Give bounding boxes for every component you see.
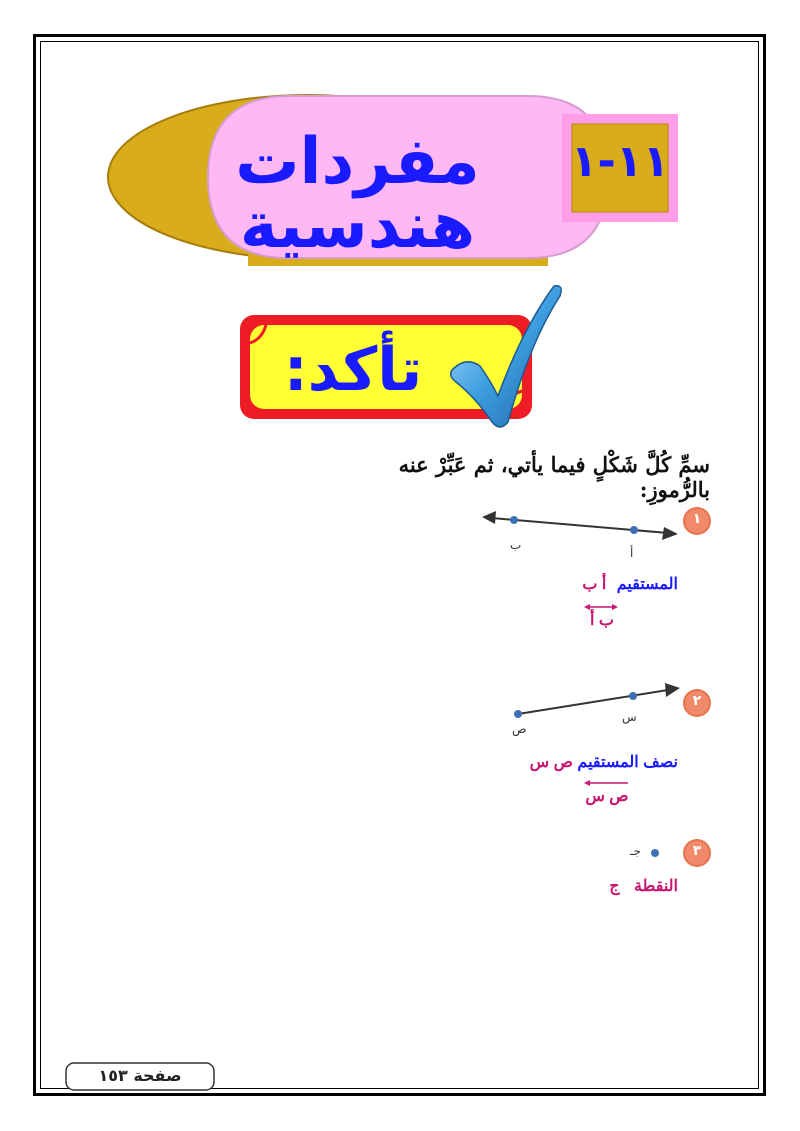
exercise-3-point-label: جـ — [630, 844, 641, 858]
symbol-letters: ب أ — [590, 612, 614, 629]
exercise-1-symbol — [582, 602, 622, 632]
checkmark-icon — [446, 282, 566, 432]
section-title: تأكد: — [283, 335, 423, 405]
lesson-number: ١١-١ — [570, 136, 670, 187]
answer-letters: ج — [609, 878, 620, 895]
page-number: صفحة ١٥٣ — [98, 1066, 182, 1085]
symbol-letters: ص س — [585, 788, 629, 805]
exercise-2-symbol — [582, 778, 632, 808]
answer-letters: ص س — [529, 754, 573, 771]
exercise-2-ray-figure — [508, 680, 688, 720]
exercise-2-point-label: س — [622, 710, 637, 724]
exercise-2-answer — [486, 752, 678, 772]
exercise-1-point-label: ب — [510, 538, 522, 552]
lesson-title: مفردات هندسية — [235, 125, 480, 263]
exercise-3-number: ٣ — [692, 843, 702, 859]
exercise-2-number: ٢ — [692, 693, 702, 709]
exercise-3-point-figure — [648, 846, 662, 860]
answer-name: المستقيم — [616, 576, 678, 593]
answer-name: نصف المستقيم — [577, 754, 678, 771]
exercise-3-answer — [560, 876, 678, 896]
instruction-text: سمِّ كُلَّ شَكْلٍ فيما يأتي، ثم عَبِّرْ عنه بالرُّموزِ: — [398, 452, 710, 502]
exercise-2-point-label: ص — [512, 722, 527, 736]
exercise-1-number: ١ — [692, 511, 702, 527]
exercise-1-point-label: أ — [630, 546, 634, 560]
exercise-1-answer — [540, 574, 678, 594]
answer-letters: أ ب — [582, 576, 607, 593]
answer-name: النقطة — [634, 878, 678, 895]
